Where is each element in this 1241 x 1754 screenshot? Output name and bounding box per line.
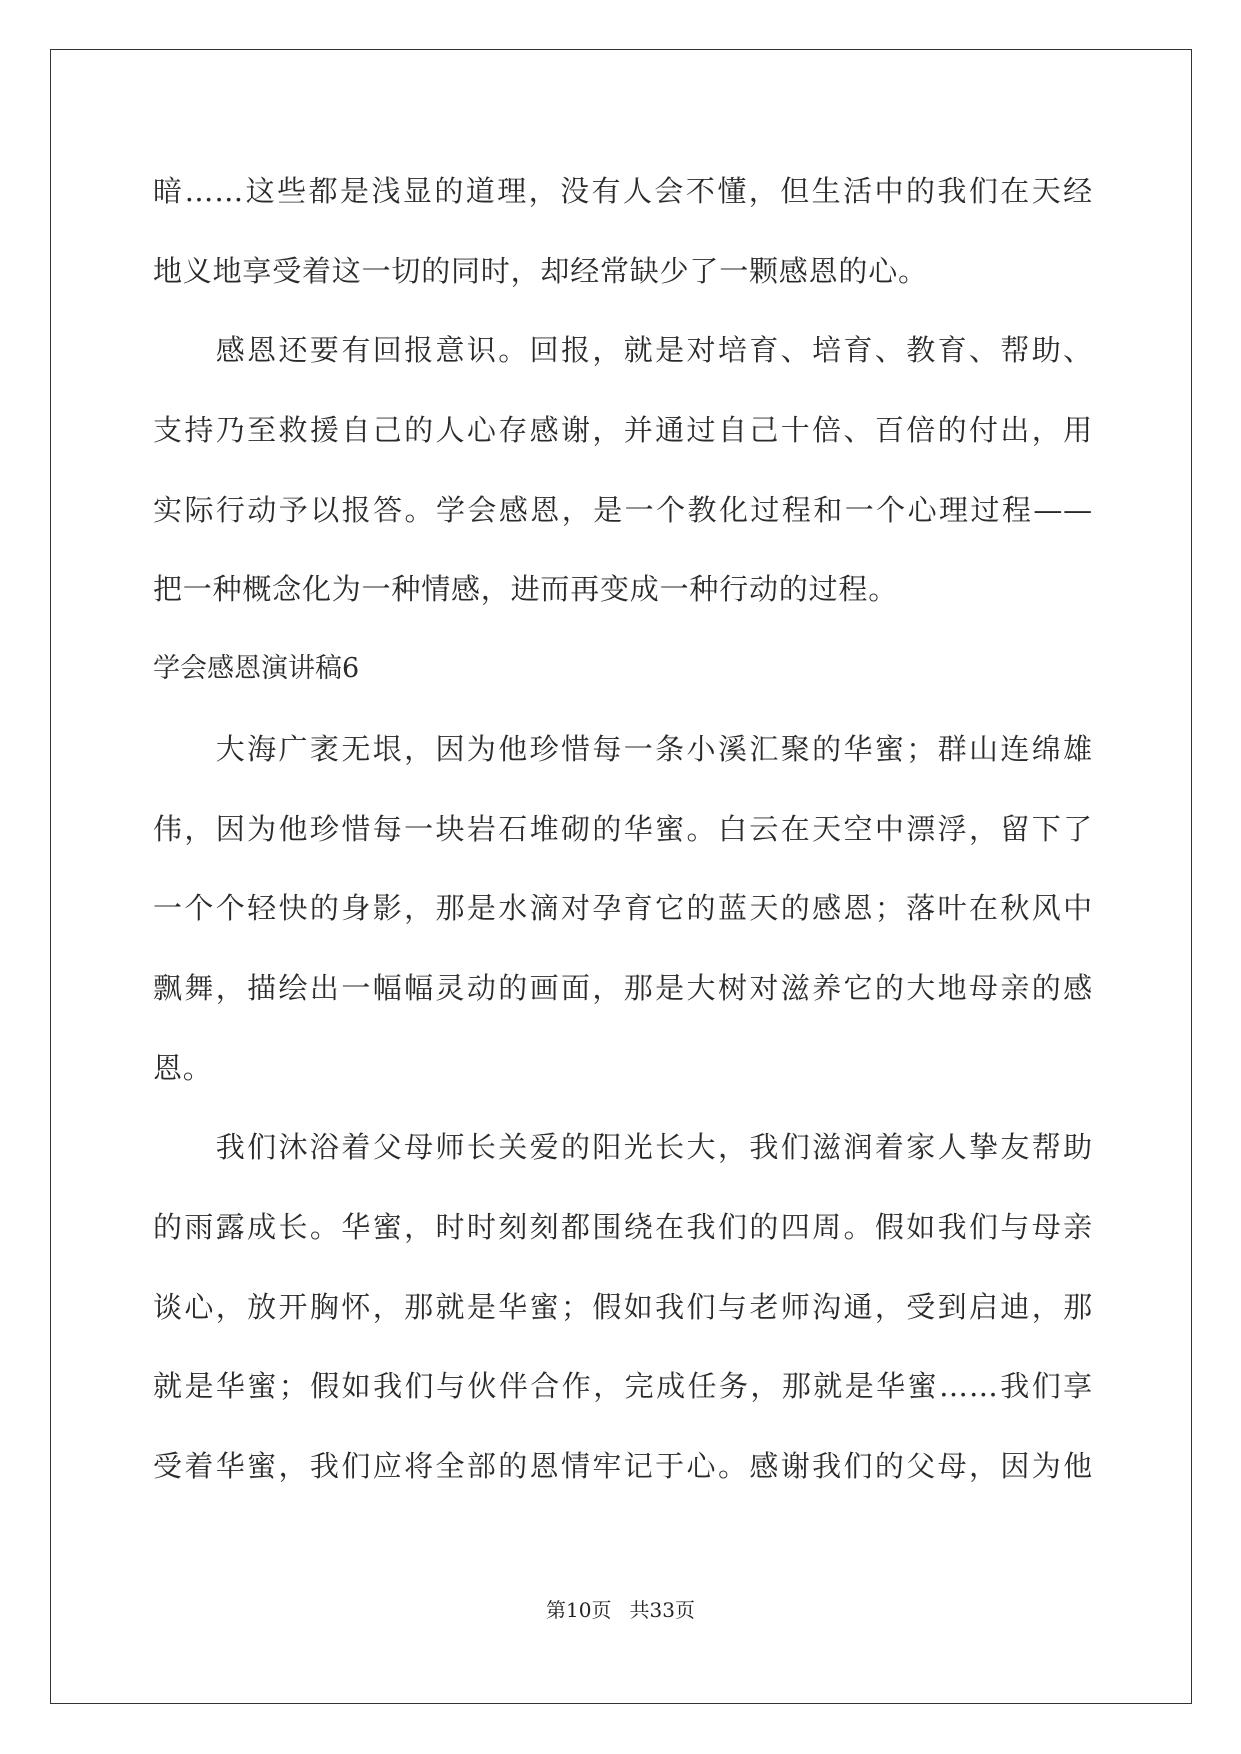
page-number: 第10页 xyxy=(546,1598,612,1622)
paragraph-line: 受着华蜜，我们应将全部的恩情牢记于心。感谢我们的父母，因为他 xyxy=(153,1449,1093,1483)
section-heading: 学会感恩演讲稿6 xyxy=(153,653,360,685)
paragraph-line: 谈心，放开胸怀，那就是华蜜；假如我们与老师沟通，受到启迪，那 xyxy=(153,1289,1093,1324)
paragraph-line: 就是华蜜；假如我们与伙伴合作，完成任务，那就是华蜜……我们享 xyxy=(153,1369,1093,1404)
document-body xyxy=(153,166,1093,1521)
paragraph-line: 我们沐浴着父母师长关爱的阳光长大，我们滋润着家人挚友帮助 xyxy=(153,1130,1093,1165)
paragraph-line: 飘舞，描绘出一幅幅灵动的画面，那是大树对滋养它的大地母亲的感 xyxy=(153,970,1093,1005)
paragraph-line: 地义地享受着这一切的同时，却经常缺少了一颗感恩的心。 xyxy=(153,253,928,288)
paragraph-line: 实际行动予以报答。学会感恩，是一个教化过程和一个心理过程—— xyxy=(153,492,1093,527)
page-footer xyxy=(0,1594,1241,1623)
paragraph-line: 感恩还要有回报意识。回报，就是对培育、培育、教育、帮助、 xyxy=(153,333,1093,368)
paragraph-line: 一个个轻快的身影，那是水滴对孕育它的蓝天的感恩；落叶在秋风中 xyxy=(153,891,1093,926)
paragraph-line: 大海广袤无垠，因为他珍惜每一条小溪汇聚的华蜜；群山连绵雄 xyxy=(153,731,1093,766)
paragraph-line: 暗……这些都是浅显的道理，没有人会不懂，但生活中的我们在天经 xyxy=(153,174,1093,208)
paragraph-line: 的雨露成长。华蜜，时时刻刻都围绕在我们的四周。假如我们与母亲 xyxy=(153,1209,1093,1244)
paragraph-line: 把一种概念化为一种情感，进而再变成一种行动的过程。 xyxy=(153,572,899,607)
page-total: 共33页 xyxy=(629,1598,695,1622)
paragraph-line: 伟，因为他珍惜每一块岩石堆砌的华蜜。白云在天空中漂浮，留下了 xyxy=(153,811,1093,846)
paragraph-line: 恩。 xyxy=(153,1050,213,1085)
paragraph-line: 支持乃至救援自己的人心存感谢，并通过自己十倍、百倍的付出，用 xyxy=(153,413,1093,448)
